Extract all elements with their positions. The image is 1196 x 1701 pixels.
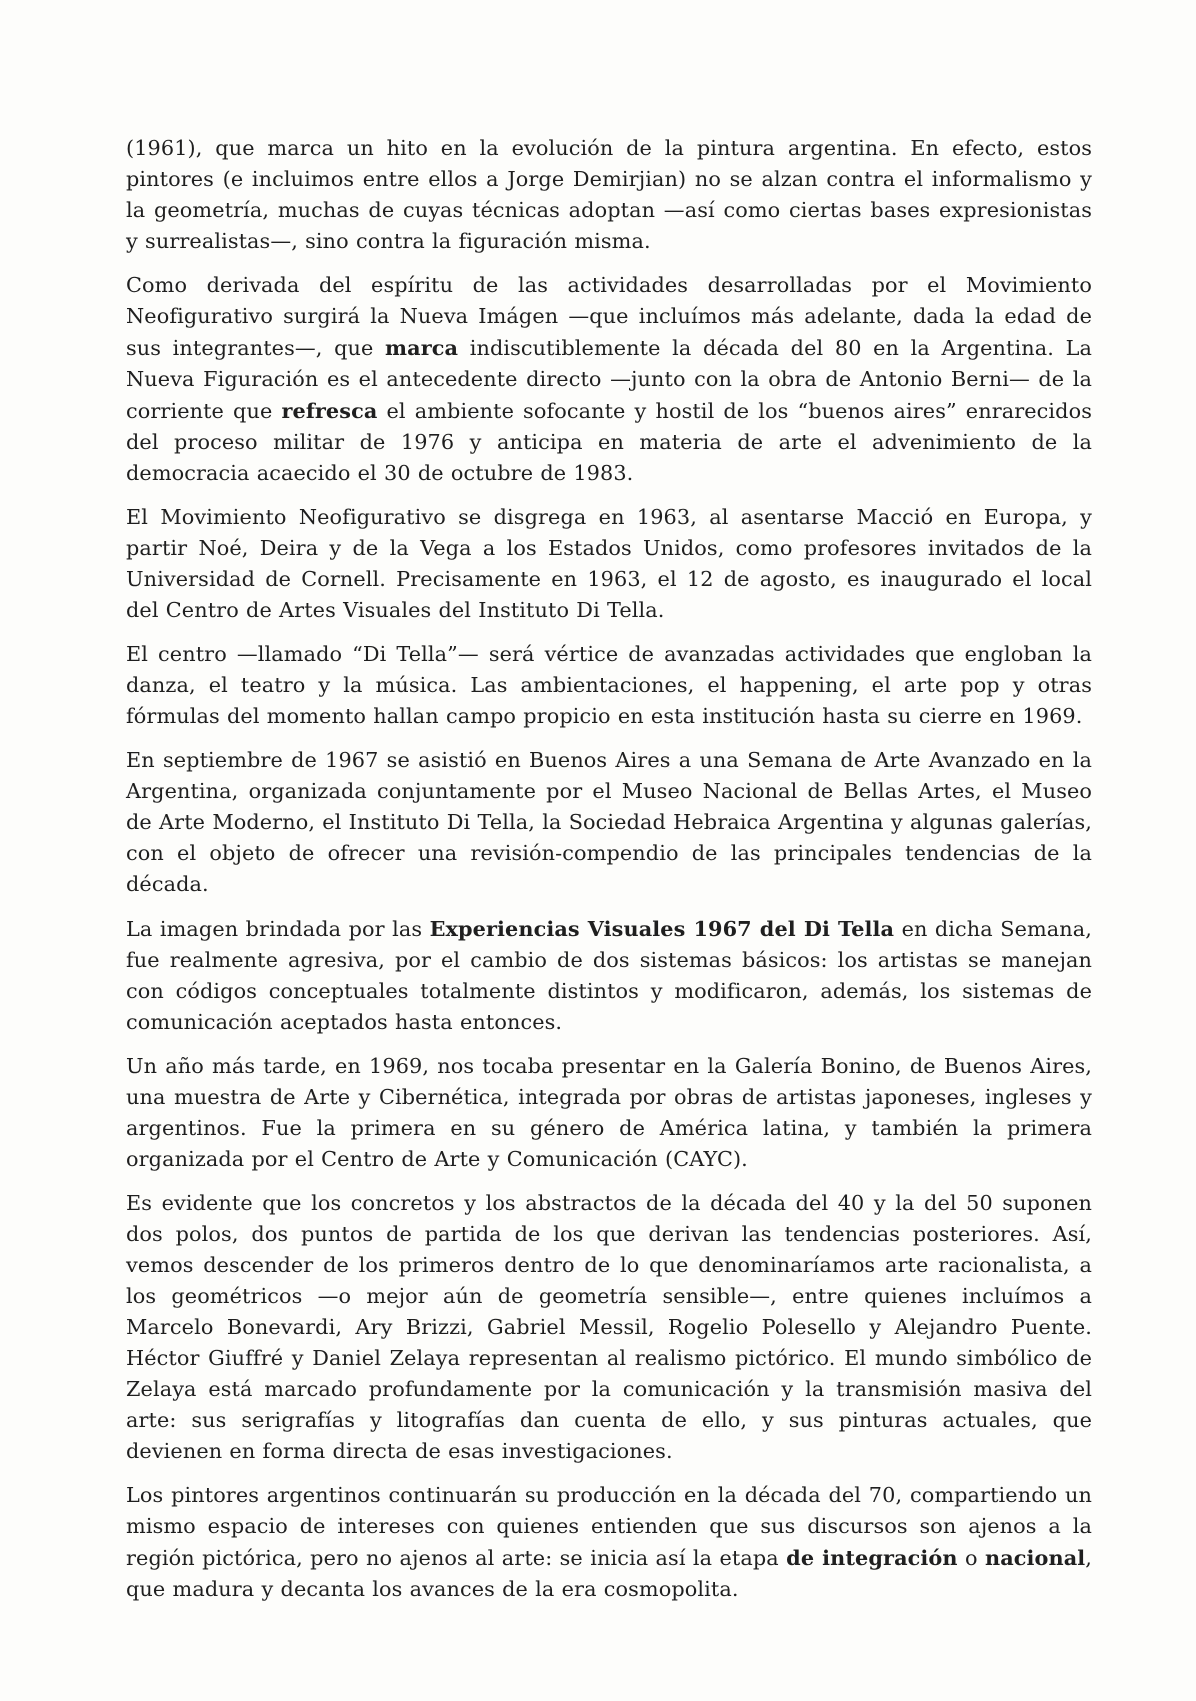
paragraph-9 <box>126 1480 1092 1605</box>
body-text: Los pintores argentinos continuarán su producción en la década del 70, compartiendo un mismo espacio de intereses con quienes entienden que sus discursos son ajenos a la región pictórica, pero no ajenos al arte: se inicia así la etapa <box>126 1483 1092 1570</box>
paragraph-7 <box>126 1051 1092 1175</box>
body-text: Un año más tarde, en 1969, nos tocaba presentar en la Galería Bonino, de Buenos Aires, una muestra de Arte y Cibernética, integrada por obras de artistas japoneses, ingleses y argentinos. Fue la primera en su género de América latina, y también la primera organizada por el Centro de Arte y Comunicación (CAYC). <box>126 1054 1092 1171</box>
document-page <box>126 133 1092 1618</box>
paragraph-5 <box>126 745 1092 900</box>
emphasis-text: nacional <box>984 1545 1086 1570</box>
body-text: , que madura y decanta los avances de la era cosmopolita. <box>126 1546 1093 1601</box>
paragraph-6 <box>126 913 1092 1038</box>
paragraph-1 <box>126 133 1092 257</box>
body-text: en dicha Semana, fue realmente agresiva, por el cambio de dos sistemas básicos: los artistas se manejan con códigos conceptuales totalmente distintos y modificaron, además, los sistemas de comunicación aceptados hasta entonces. <box>126 917 1093 1034</box>
emphasis-text: Experiencias Visuales 1967 del Di Tella <box>429 916 895 941</box>
body-text: o <box>957 1546 985 1570</box>
body-text: La imagen brindada por las <box>126 917 430 941</box>
body-text: El centro —llamado “Di Tella”— será vértice de avanzadas actividades que engloban la danza, el teatro y la música. Las ambientaciones, el happening, el arte pop y otras fórmulas del momento hallan campo propicio en esta institución hasta su cierre en 1969. <box>126 642 1092 728</box>
body-text: En septiembre de 1967 se asistió en Buenos Aires a una Semana de Arte Avanzado en la Argentina, organizada conjuntamente por el Museo Nacional de Bellas Artes, el Museo de Arte Moderno, el Instituto Di Tella, la Sociedad Hebraica Argentina y algunas galerías, con el objeto de ofrecer una revisión-compendio de las principales tendencias de la década. <box>126 748 1092 896</box>
emphasis-text: de integración <box>786 1545 958 1570</box>
paragraph-4 <box>126 639 1092 732</box>
paragraph-2 <box>126 270 1092 489</box>
paragraph-3 <box>126 502 1092 626</box>
body-text: Es evidente que los concretos y los abstractos de la década del 40 y la del 50 suponen dos polos, dos puntos de partida de los que derivan las tendencias posteriores. Así, vemos descender de los primeros dentro de lo que denominaríamos arte racionalista, a los geométricos —o mejor aún de geometría sensible—, entre quienes incluímos a Marcelo Bonevardi, Ary Brizzi, Gabriel Messil, Rogelio Polesello y Alejandro Puente. Héctor Giuffré y Daniel Zelaya representan al realismo pictórico. El mundo simbólico de Zelaya está marcado profundamente por la comunicación y la transmisión masiva del arte: sus serigrafías y litografías dan cuenta de ello, y sus pinturas actuales, que devienen en forma directa de esas investigaciones. <box>126 1191 1092 1463</box>
body-text: indiscutiblemente la década del 80 en la Argentina. La Nueva Figuración es el antecedente directo —junto con la obra de Antonio Berni— de la corriente que <box>126 336 1092 423</box>
emphasis-text: refresca <box>281 398 378 423</box>
body-text: el ambiente sofocante y hostil de los “buenos aires” enrarecidos del proceso militar de 1976 y anticipa en materia de arte el advenimiento de la democracia acaecido el 30 de octubre de 1983. <box>126 399 1092 485</box>
paragraph-8 <box>126 1188 1092 1467</box>
body-text: Como derivada del espíritu de las actividades desarrolladas por el Movimiento Neofigurativo surgirá la Nueva Imágen —que incluímos más adelante, dada la edad de sus integrantes—, que <box>126 273 1092 360</box>
body-text: (1961), que marca un hito en la evolución de la pintura argentina. En efecto, estos pintores (e incluimos entre ellos a Jorge Demirjian) no se alzan contra el informalismo y la geometría, muchas de cuyas técnicas adoptan —así como ciertas bases expresionistas y surrealistas—, sino contra la figuración misma. <box>126 136 1092 253</box>
emphasis-text: marca <box>385 335 459 360</box>
body-text: El Movimiento Neofigurativo se disgrega en 1963, al asentarse Macció en Europa, y partir Noé, Deira y de la Vega a los Estados Unidos, como profesores invitados de la Universidad de Cornell. Precisamente en 1963, el 12 de agosto, es inaugurado el local del Centro de Artes Visuales del Instituto Di Tella. <box>126 505 1092 622</box>
